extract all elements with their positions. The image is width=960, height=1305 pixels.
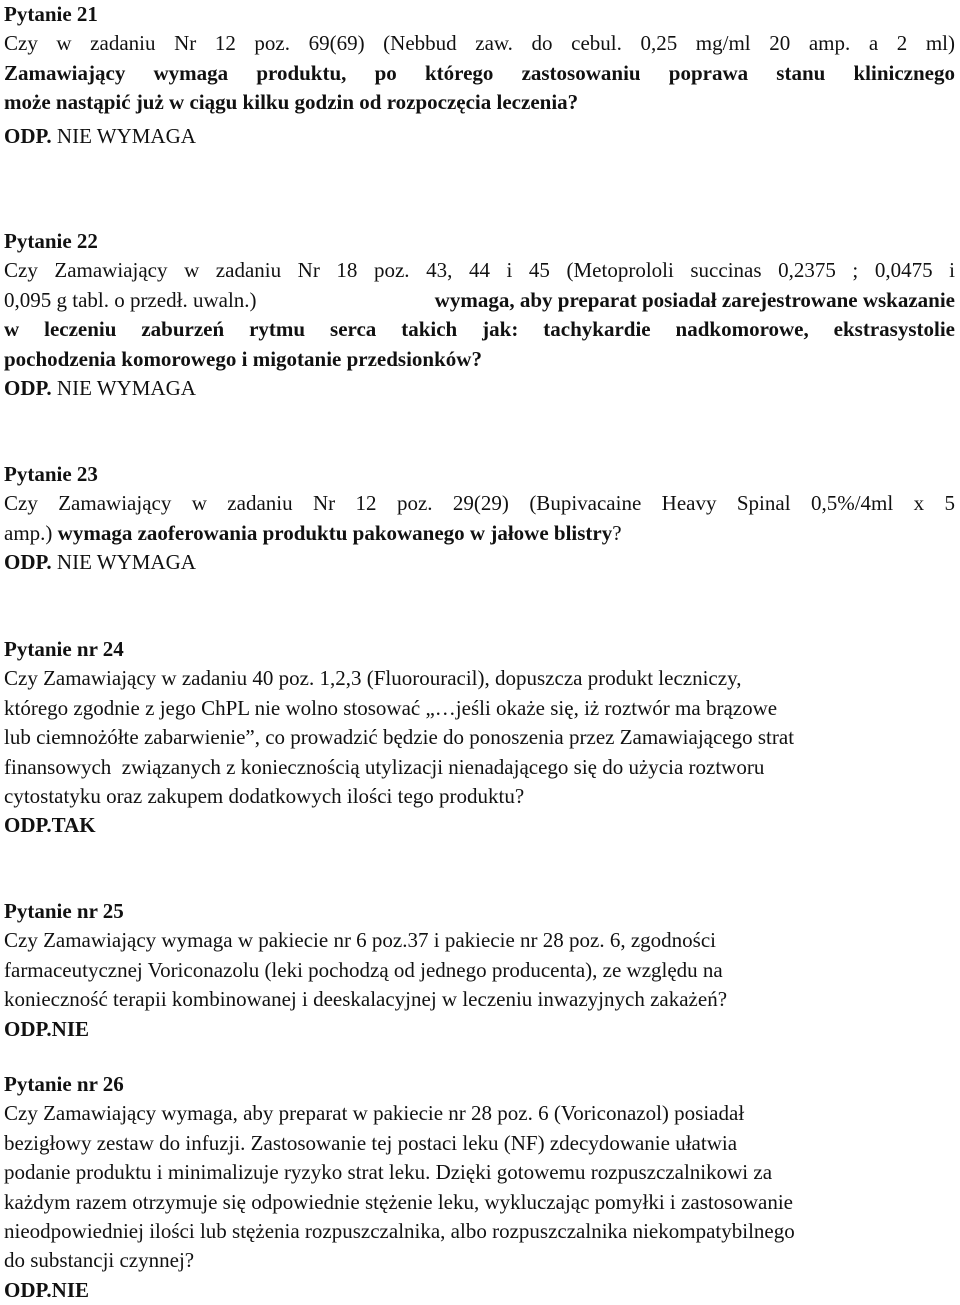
question-25 [4,897,955,1044]
answer-label: ODP.NIE [4,1277,89,1302]
question-title: Pytanie 22 [4,229,98,253]
question-text-line [4,519,955,548]
question-title: Pytanie nr 24 [4,637,124,661]
question-text-line: podanie produktu i minimalizuje ryzyko strat leku. Dzięki gotowemu rozpuszczalnikowi za [4,1160,773,1185]
question-title: Pytanie nr 25 [4,899,124,923]
answer [4,1276,955,1305]
question-text-line: Czy Zamawiający wymaga, aby preparat w pakiecie nr 28 poz. 6 (Voriconazol) posiadał [4,1101,745,1126]
answer-label: ODP. [4,376,52,401]
question-text-line: Czy Zamawiający w zadaniu Nr 18 poz. 43, 44 i 45 (Metoprololi succinas 0,2375 ; 0,0475 i [4,258,955,283]
question-text-segment: ? [612,520,622,545]
answer [4,374,955,403]
question-21 [4,0,955,151]
question-text-line [4,286,955,315]
question-text-line: do substancji czynnej? [4,1248,195,1273]
question-title: Pytanie 23 [4,462,98,486]
answer-value: NIE WYMAGA [51,123,196,148]
question-text-line: Czy Zamawiający w zadaniu 40 poz. 1,2,3 (Fluorouracil), dopuszcza produkt leczniczy, [4,666,742,691]
question-text-line: lub ciemnożółte zabarwienie”, co prowadzić będzie do ponoszenia przez Zamawiającego strat [4,725,795,750]
question-text-line: pochodzenia komorowego i migotanie przedsionków? [4,346,482,371]
answer [4,548,955,577]
question-26 [4,1070,955,1305]
question-text-line: Czy Zamawiający wymaga w pakiecie nr 6 poz.37 i pakiecie nr 28 poz. 6, zgodności [4,928,717,953]
question-title: Pytanie nr 26 [4,1072,124,1096]
answer [4,811,955,840]
question-text-line: Czy w zadaniu Nr 12 poz. 69(69) (Nebbud zaw. do cebul. 0,25 mg/ml 20 amp. a 2 ml) [4,31,955,56]
question-text-line: którego zgodnie z jego ChPL nie wolno stosować „…jeśli okaże się, iż roztwór ma brązowe [4,695,778,720]
question-text-line: Zamawiający wymaga produktu, po którego zastosowaniu poprawa stanu klinicznego [4,60,955,85]
question-text-line: bezigłowy zestaw do infuzji. Zastosowanie tej postaci leku (NF) zdecydowanie ułatwia [4,1130,738,1155]
question-text-line: Czy Zamawiający w zadaniu Nr 12 poz. 29(29) (Bupivacaine Heavy Spinal 0,5%/4ml x 5 [4,491,955,516]
question-text-line: w leczeniu zaburzeń rytmu serca takich jak: tachykardie nadkomorowe, ekstrasystolie [4,317,955,342]
answer-value: NIE WYMAGA [51,550,196,575]
answer-value: NIE WYMAGA [51,376,196,401]
question-title: Pytanie 21 [4,2,98,26]
question-text-segment: wymaga zaoferowania produktu pakowanego w jałowe blistry [52,520,613,545]
question-23 [4,460,955,578]
question-text-line: każdym razem otrzymuje się odpowiednie stężenie leku, wykluczając pomyłki i zastosowanie [4,1189,793,1214]
question-text-segment: amp.) [4,520,53,545]
answer-label: ODP.NIE [4,1016,89,1041]
answer [4,122,955,151]
answer-label: ODP. [4,550,52,575]
question-text-line: nieodpowiedniej ilości lub stężenia rozpuszczalnika, albo rozpuszczalnika niekompatybilnego [4,1219,795,1244]
answer [4,1015,955,1044]
question-text-segment: 0,095 g tabl. o przedł. uwaln.) [4,287,257,312]
question-24 [4,635,955,841]
answer-label: ODP.TAK [4,813,96,838]
question-text-line: konieczność terapii kombinowanej i deeskalacyjnej w leczeniu inwazyjnych zakażeń? [4,987,728,1012]
question-text-line: może nastąpić już w ciągu kilku godzin od rozpoczęcia leczenia? [4,90,579,115]
question-text-line: cytostatyku oraz zakupem dodatkowych ilości tego produktu? [4,784,525,809]
question-text-line: finansowych związanych z koniecznością utylizacji nienadającego się do użycia roztworu [4,754,765,779]
question-text-segment: wymaga, aby preparat posiadał zarejestrowane wskazanie [429,287,955,312]
answer-label: ODP. [4,123,52,148]
question-text-line: farmaceutycznej Voriconazolu (leki pochodzą od jednego producenta), ze względu na [4,957,723,982]
question-22 [4,227,955,403]
